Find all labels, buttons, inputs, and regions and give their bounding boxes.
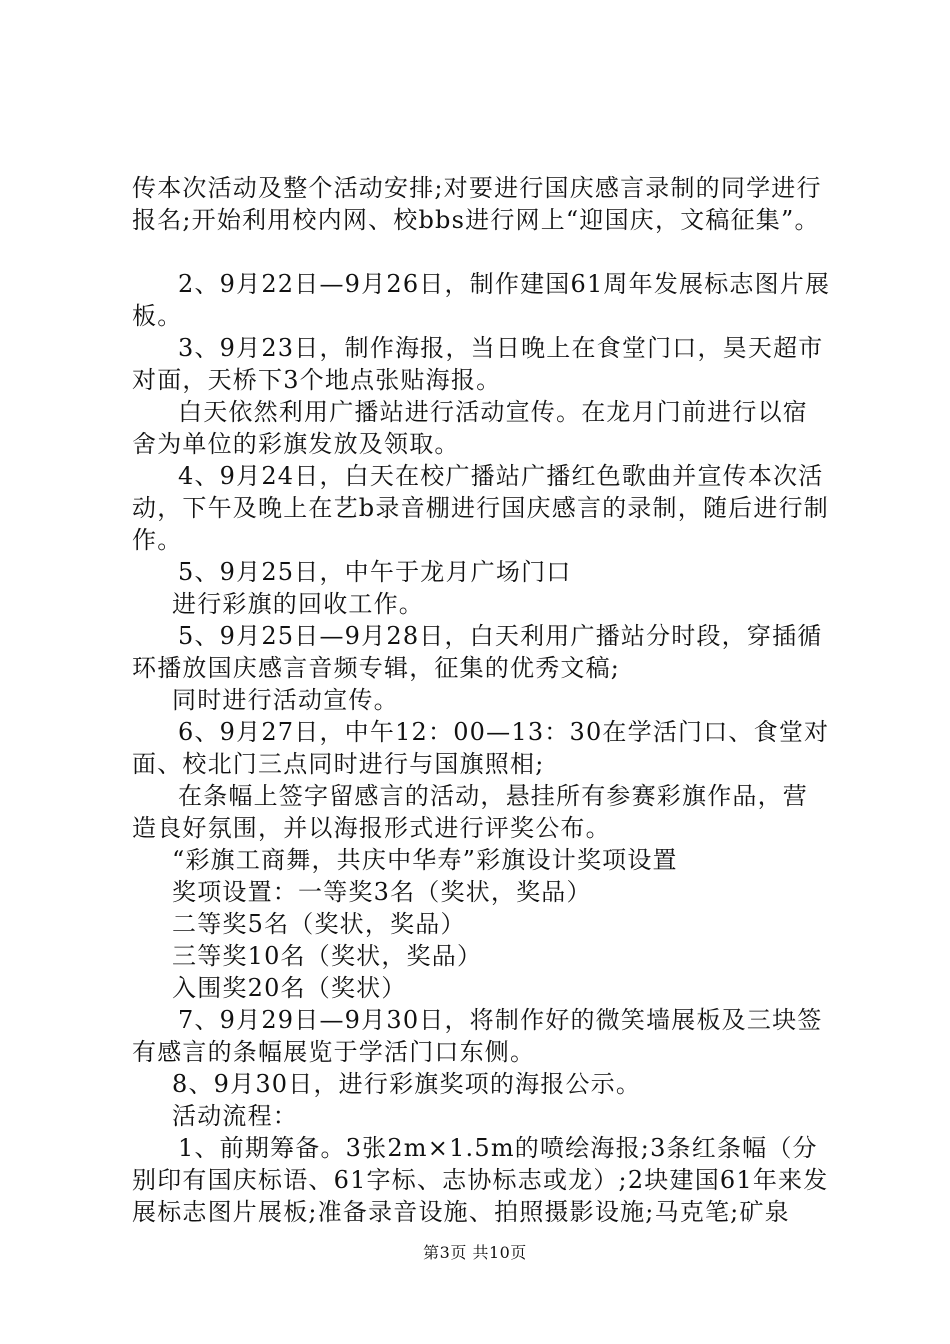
paragraph-process-step-1: 1、前期筹备。3张2m×1.5m的喷绘海报;3条红条幅（分别印有国庆标语、61字标、志协标志或龙）;2块建国61年来发展标志图片展板;准备录音设施、拍照摄影设施;马克笔;矿泉 <box>132 1134 829 1226</box>
paragraph-step-6-detail: 在条幅上签字留感言的活动，悬挂所有参赛彩旗作品，营造良好氛围，并以海报形式进行评奖公布。 <box>132 782 808 842</box>
paragraph-award-finalist: 入围奖20名（奖状） <box>172 974 407 1002</box>
paragraph-step-5: 5、9月25日，中午于龙月广场门口 <box>178 558 572 586</box>
paragraph-step-7: 7、9月29日—9月30日，将制作好的微笑墙展板及三块签有感言的条幅展览于学活门口东侧。 <box>132 1006 823 1066</box>
paragraph-award-heading: “彩旗工商舞，共庆中华寿”彩旗设计奖项设置 <box>172 846 678 874</box>
paragraph-step-8: 8、9月30日，进行彩旗奖项的海报公示。 <box>172 1070 642 1098</box>
paragraph-step-5-detail: 进行彩旗的回收工作。 <box>172 590 424 618</box>
paragraph-step-3-detail: 白天依然利用广播站进行活动宣传。在龙月门前进行以宿舍为单位的彩旗发放及领取。 <box>132 398 808 458</box>
paragraph-step-2: 2、9月22日—9月26日，制作建国61周年发展标志图片展板。 <box>132 270 831 330</box>
paragraph-award-first: 奖项设置：一等奖3名（奖状，奖品） <box>172 878 592 906</box>
document-body <box>132 172 832 1228</box>
paragraph-step-3: 3、9月23日，制作海报，当日晚上在食堂门口，昊天超市对面，天桥下3个地点张贴海报。 <box>132 334 824 394</box>
paragraph-step-5b-detail: 同时进行活动宣传。 <box>172 686 399 714</box>
paragraph-process-heading: 活动流程： <box>172 1102 298 1130</box>
paragraph-step-6: 6、9月27日，中午12：00—13：30在学活门口、食堂对面、校北门三点同时进行与国旗照相; <box>132 718 830 778</box>
paragraph-step-4: 4、9月24日，白天在校广播站广播红色歌曲并宣传本次活动，下午及晚上在艺b录音棚进行国庆感言的录制，随后进行制作。 <box>132 462 829 554</box>
paragraph-award-third: 三等奖10名（奖状，奖品） <box>172 942 483 970</box>
paragraph-continued-intro: 传本次活动及整个活动安排;对要进行国庆感言录制的同学进行报名;开始利用校内网、校bbs进行网上“迎国庆，文稿征集”。 <box>132 174 822 234</box>
paragraph-gap <box>132 236 832 268</box>
paragraph-award-second: 二等奖5名（奖状，奖品） <box>172 910 466 938</box>
page-footer: 第3页 共10页 <box>423 1243 527 1262</box>
paragraph-step-5b: 5、9月25日—9月28日，白天利用广播站分时段，穿插循环播放国庆感言音频专辑，征集的优秀文稿; <box>132 622 823 682</box>
